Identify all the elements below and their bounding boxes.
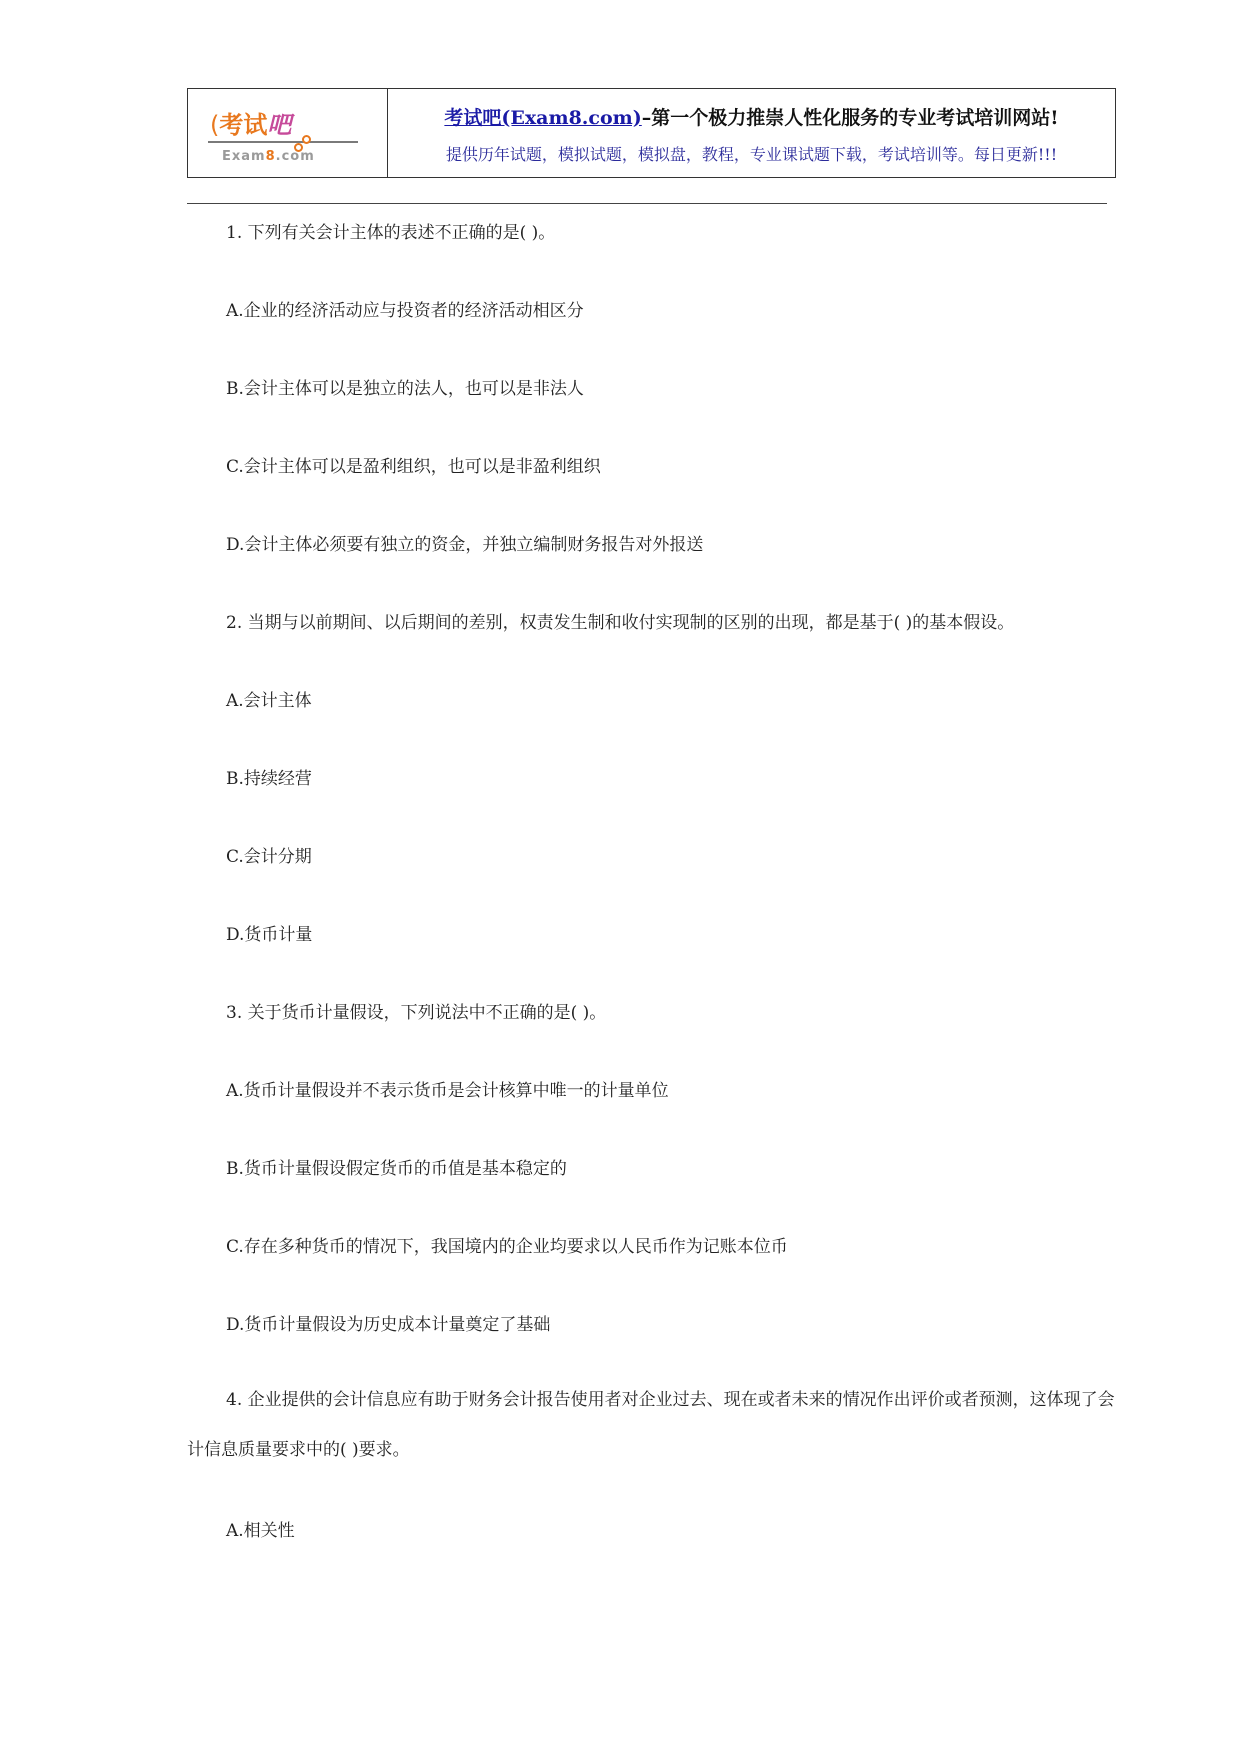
question-1-option-c: C.会计主体可以是盈利组织，也可以是非盈利组织 — [226, 457, 601, 477]
site-tagline: 提供历年试题，模拟试题，模拟盘，教程，专业课试题下载，考试培训等。每日更新!!! — [445, 145, 1058, 164]
logo-domain: Exam8.com — [222, 149, 315, 164]
question-1-stem: 1. 下列有关会计主体的表述不正确的是( )。 — [226, 223, 556, 243]
site-logo[interactable] — [188, 89, 388, 177]
question-3-option-a: A.货币计量假设并不表示货币是会计核算中唯一的计量单位 — [226, 1081, 669, 1101]
question-3-option-c: C.存在多种货币的情况下，我国境内的企业均要求以人民币作为记账本位币 — [226, 1237, 788, 1257]
question-4-option-a: A.相关性 — [226, 1521, 295, 1541]
question-2-stem: 2. 当期与以前期间、以后期间的差别，权责发生制和收付实现制的区别的出现，都是基于( )的基本假设。 — [226, 613, 1015, 633]
question-4-stem: 4. 企业提供的会计信息应有助于财务会计报告使用者对企业过去、现在或者未来的情况作出评价或者预测，这体现了会计信息质量要求中的( )要求。 — [187, 1390, 1115, 1460]
site-slogan: –第一个极力推崇人性化服务的专业考试培训网站! — [641, 107, 1059, 129]
question-3-option-d: D.货币计量假设为历史成本计量奠定了基础 — [226, 1315, 551, 1335]
header-divider — [187, 203, 1107, 204]
header-text — [388, 89, 1115, 177]
question-2-option-c: C.会计分期 — [226, 847, 312, 867]
site-header — [187, 88, 1116, 178]
question-2-option-a: A.会计主体 — [226, 691, 312, 711]
site-home-link[interactable]: 考试吧(Exam8.com) — [444, 107, 642, 129]
site-title — [388, 103, 1115, 130]
question-2-option-b: B.持续经营 — [226, 769, 312, 789]
question-1-option-b: B.会计主体可以是独立的法人，也可以是非法人 — [226, 379, 584, 399]
question-2-option-d: D.货币计量 — [226, 925, 313, 945]
logo-underline — [208, 141, 358, 143]
question-1-option-a: A.企业的经济活动应与投资者的经济活动相区分 — [226, 301, 584, 321]
question-3-stem: 3. 关于货币计量假设，下列说法中不正确的是( )。 — [226, 1003, 607, 1023]
question-3-option-b: B.货币计量假设假定货币的币值是基本稳定的 — [226, 1159, 567, 1179]
question-1-option-d: D.会计主体必须要有独立的资金，并独立编制财务报告对外报送 — [226, 535, 704, 555]
logo-mark: (考试吧 — [210, 111, 292, 139]
